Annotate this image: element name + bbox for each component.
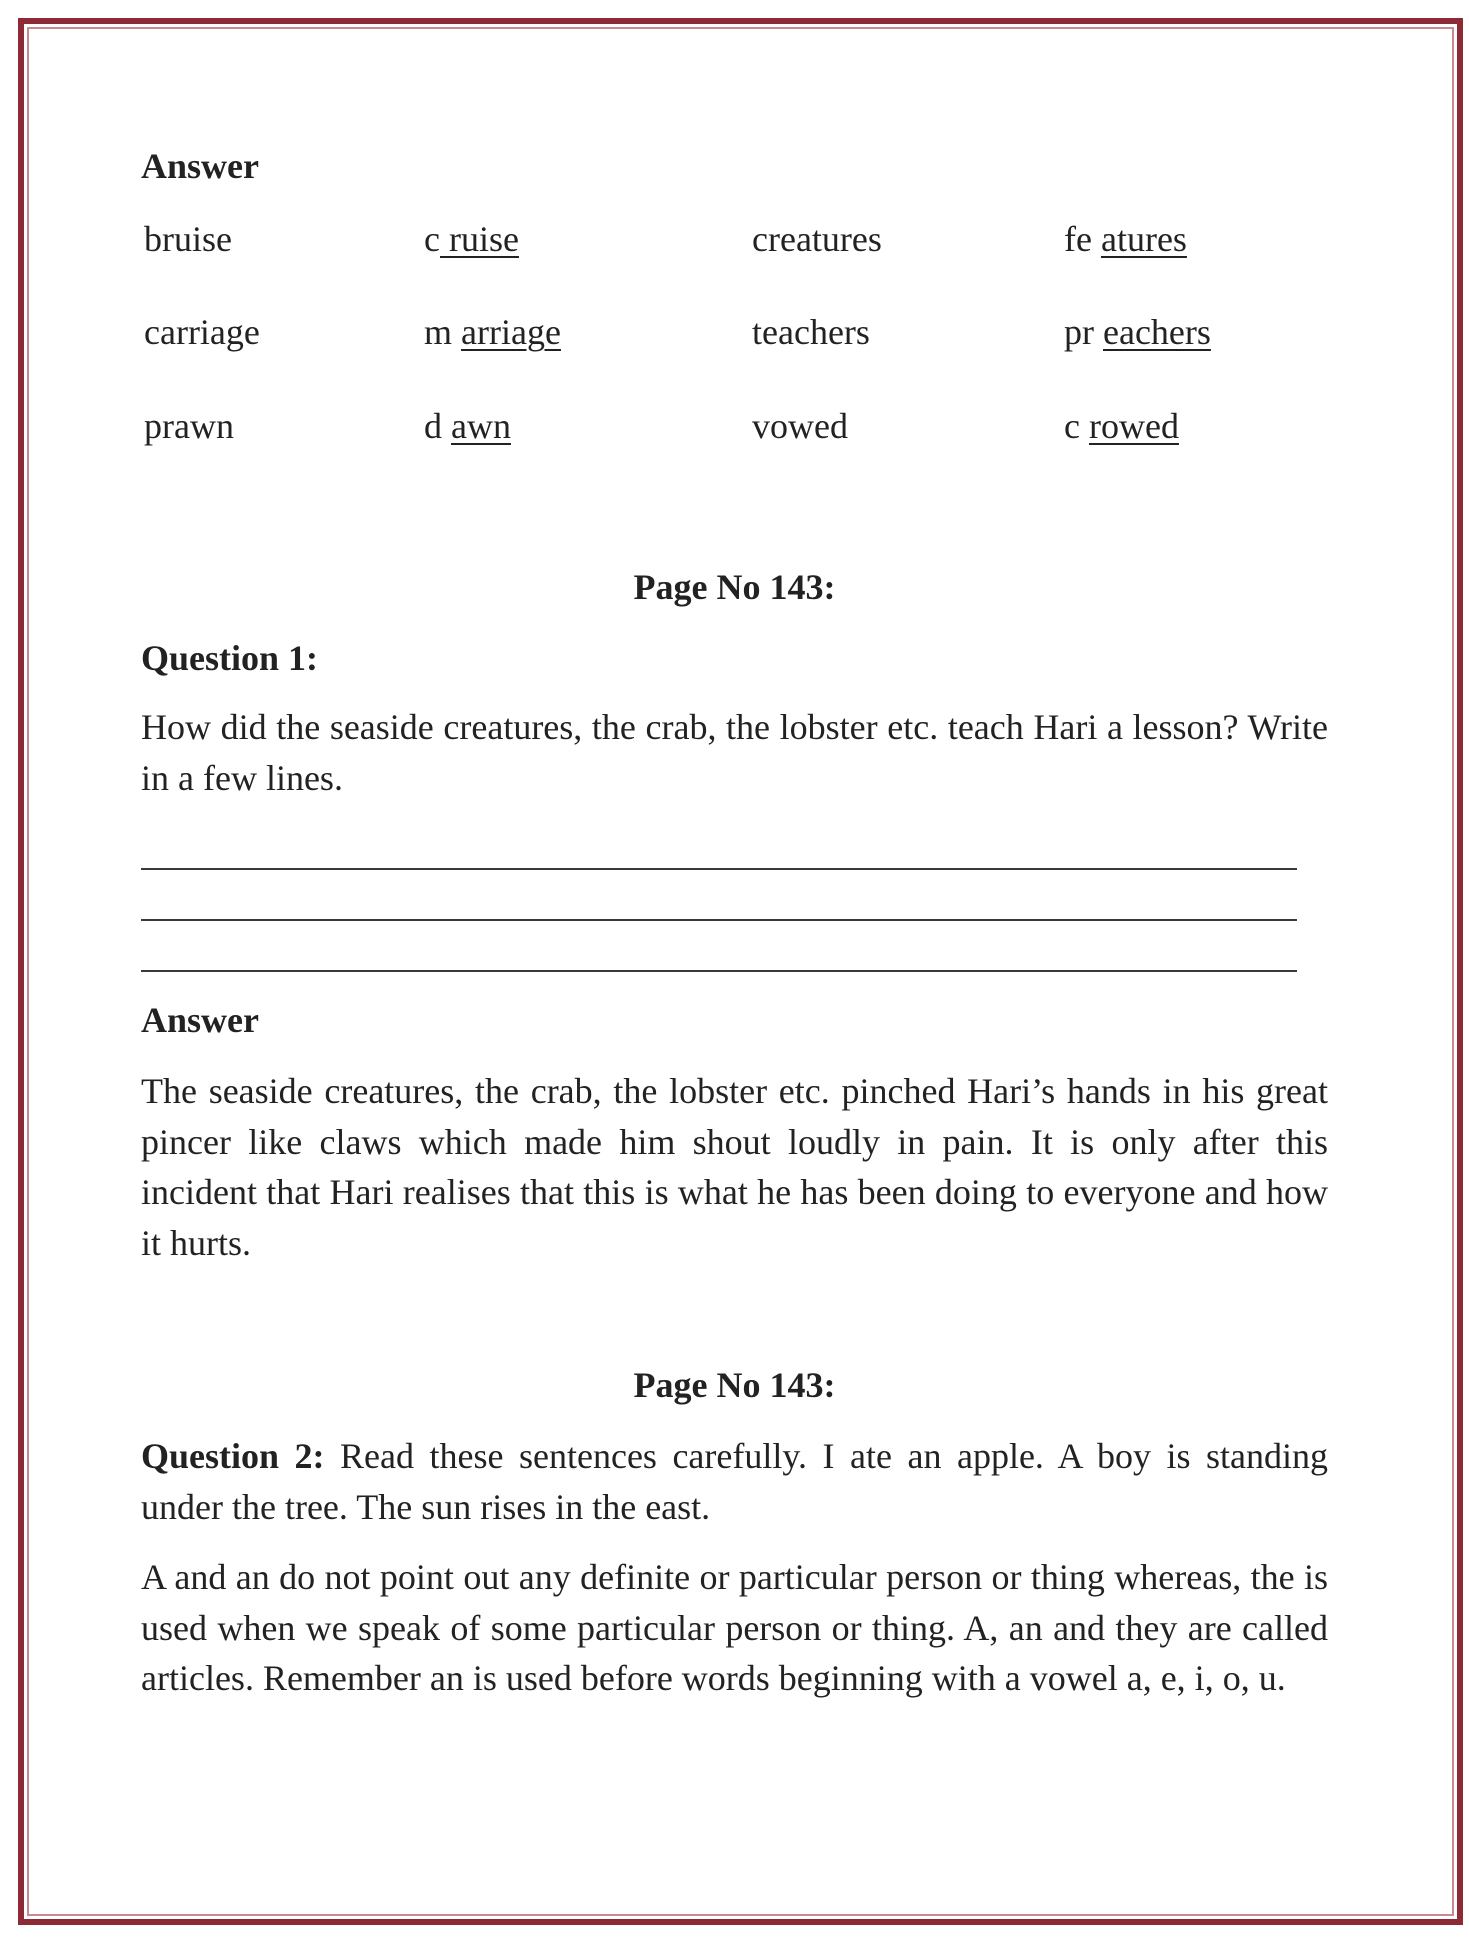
word-cell: prawn — [144, 406, 234, 446]
answer-heading: Answer — [141, 146, 259, 186]
word-cell: c rowed — [1064, 406, 1179, 446]
word-cell: carriage — [144, 312, 260, 352]
question-2-text: Read these sentences carefully. I ate an apple. A boy is standing under the tree. The sun rises in the east. — [141, 1436, 1328, 1527]
word-cell: m arriage — [424, 312, 561, 352]
page-number-heading: Page No 143: — [633, 1365, 836, 1405]
articles-explanation: A and an do not point out any definite or particular person or thing whereas, the is used when we speak of some particular person or thing. A, an and they are called articles. Remember an is used before words beginning with a vowel a, e, i, o, u. — [141, 1557, 1328, 1698]
word-cell: teachers — [752, 312, 870, 352]
word-cell: creatures — [752, 219, 882, 259]
question-2-label: Question 2: — [141, 1436, 325, 1476]
word-cell: fe atures — [1064, 219, 1187, 259]
word-cell: vowed — [752, 406, 848, 446]
word-cell: d awn — [424, 406, 511, 446]
question-1-label: Question 1: — [141, 638, 319, 678]
question-1-text: How did the seaside creatures, the crab, the lobster etc. teach Hari a lesson? Write in a few lines. — [141, 707, 1328, 798]
word-cell: bruise — [144, 219, 232, 259]
question-2-paragraph — [141, 1431, 1328, 1532]
answer-1-text: The seaside creatures, the crab, the lobster etc. pinched Hari’s hands in his great pincer like claws which made him shout loudly in pain. It is only after this incident that Hari realises that this is what he has been doing to everyone and how it hurts. — [141, 1071, 1328, 1263]
answer-writing-line — [141, 970, 1297, 972]
page-number-heading: Page No 143: — [633, 567, 836, 607]
answer-writing-line — [141, 868, 1297, 870]
answer-heading: Answer — [141, 1000, 259, 1040]
answer-writing-line — [141, 919, 1297, 921]
word-cell: pr eachers — [1064, 312, 1211, 352]
word-cell: c ruise — [424, 219, 519, 259]
